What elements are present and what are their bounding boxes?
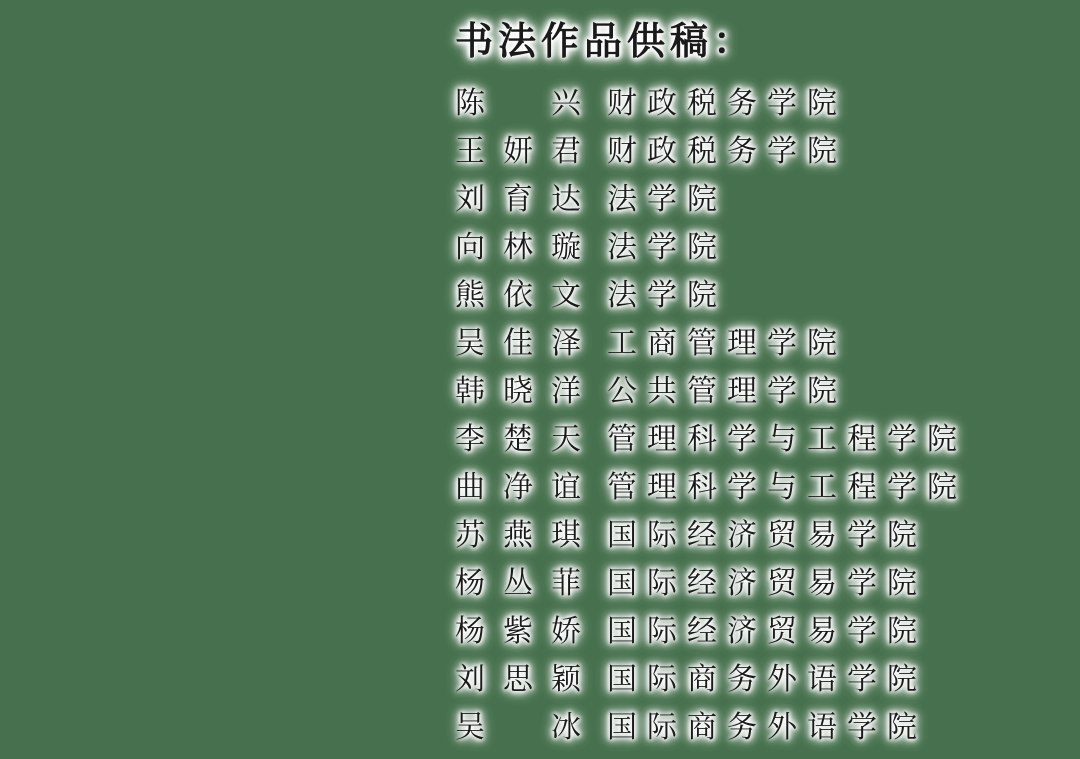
contributor-college: 公共管理学院 <box>607 374 847 409</box>
contributor-name: 熊 依 文 <box>455 278 581 313</box>
calligraphy-contributors-list <box>455 20 1015 748</box>
contributor-college: 财政税务学院 <box>607 86 847 121</box>
contributor-name: 韩 晓 洋 <box>455 374 581 409</box>
list-item <box>455 220 1015 268</box>
contributor-name: 王 妍 君 <box>455 134 581 169</box>
list-item <box>455 508 1015 556</box>
contributor-name: 李 楚 天 <box>455 422 581 457</box>
contributor-name: 刘 育 达 <box>455 182 581 217</box>
contributor-college: 国际经济贸易学院 <box>607 614 927 649</box>
contributor-college: 法学院 <box>607 230 727 265</box>
list-item <box>455 268 1015 316</box>
contributor-college: 国际商务外语学院 <box>607 662 927 697</box>
contributor-college: 工商管理学院 <box>607 326 847 361</box>
contributor-name: 吴 佳 泽 <box>455 326 581 361</box>
list-item <box>455 604 1015 652</box>
contributor-college: 法学院 <box>607 278 727 313</box>
contributor-name: 杨 丛 菲 <box>455 566 581 601</box>
list-item <box>455 652 1015 700</box>
list-title: 书法作品供稿： <box>455 18 757 63</box>
list-item <box>455 316 1015 364</box>
contributor-name: 杨 紫 娇 <box>455 614 581 649</box>
list-item <box>455 364 1015 412</box>
contributor-name: 苏 燕 琪 <box>455 518 581 553</box>
list-item <box>455 700 1015 748</box>
contributor-college: 管理科学与工程学院 <box>607 470 967 505</box>
contributor-rows <box>455 76 1015 748</box>
list-item <box>455 412 1015 460</box>
list-item <box>455 172 1015 220</box>
list-item <box>455 124 1015 172</box>
contributor-name: 向 林 璇 <box>455 230 581 265</box>
list-item <box>455 76 1015 124</box>
contributor-college: 国际经济贸易学院 <box>607 566 927 601</box>
contributor-name: 刘 思 颖 <box>455 662 581 697</box>
contributor-college: 国际商务外语学院 <box>607 710 927 745</box>
list-item <box>455 556 1015 604</box>
contributor-college: 管理科学与工程学院 <box>607 422 967 457</box>
contributor-name: 陈 兴 <box>455 86 581 121</box>
contributor-college: 财政税务学院 <box>607 134 847 169</box>
contributor-college: 法学院 <box>607 182 727 217</box>
contributor-name: 曲 净 谊 <box>455 470 581 505</box>
list-item <box>455 460 1015 508</box>
contributor-name: 吴 冰 <box>455 710 581 745</box>
contributor-college: 国际经济贸易学院 <box>607 518 927 553</box>
